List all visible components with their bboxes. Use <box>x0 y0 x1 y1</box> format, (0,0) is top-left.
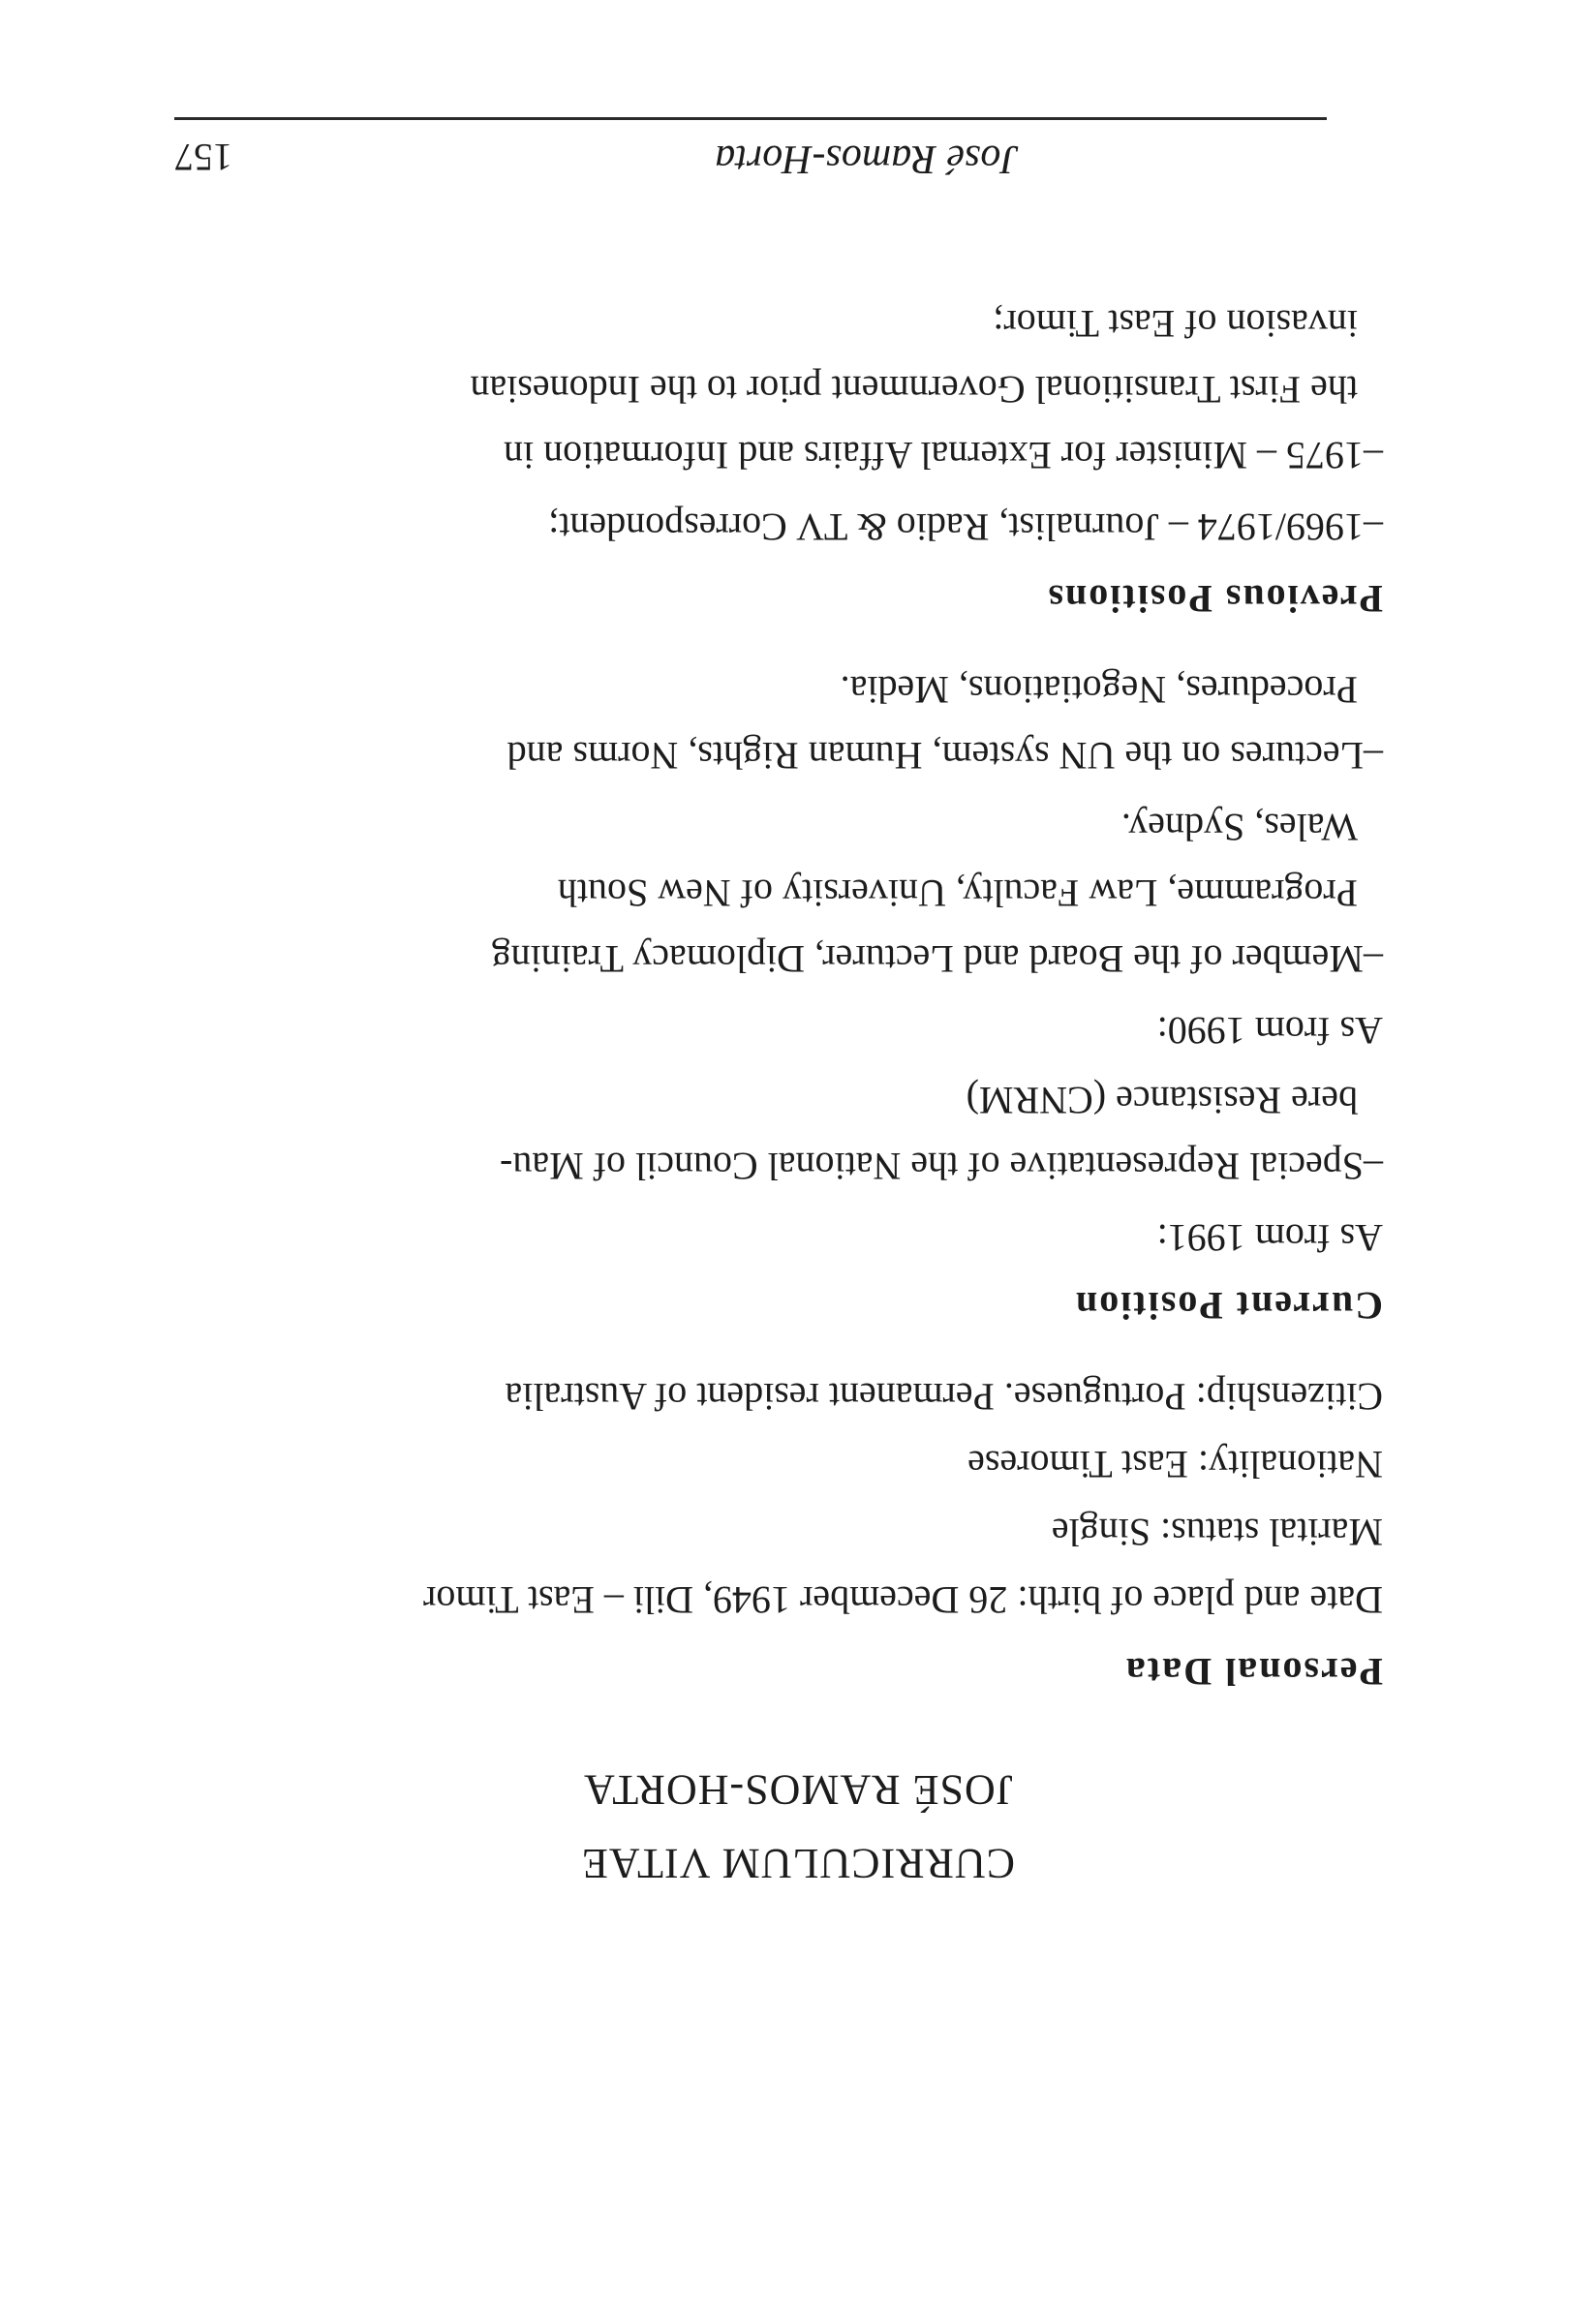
position-item-continuation: bere Resistance (CNRM) <box>966 1079 1358 1122</box>
position-item-continuation: Programme, Law Faculty, University of New South <box>557 872 1358 915</box>
position-item: –1969/1974 – Journalist, Radio & TV Correspondent; <box>548 505 1383 549</box>
citizenship: Citizenship: Portuguese. Permanent resident of Australia <box>505 1375 1383 1419</box>
position-item-continuation: invasion of East Timor; <box>993 302 1358 346</box>
position-item: –Lectures on the UN system, Human Rights, Norms and <box>506 734 1383 778</box>
marital-status: Marital status: Single <box>1051 1511 1383 1554</box>
birth-info: Date and place of birth: 26 December 1949, Dili – East Timor <box>423 1578 1383 1622</box>
nationality: Nationality: East Timorese <box>967 1443 1383 1486</box>
page-header <box>174 117 1327 194</box>
page-number: 157 <box>174 136 232 179</box>
running-head: José Ramos-Horta <box>715 137 1019 181</box>
date-label: As from 1991: <box>1156 1216 1383 1260</box>
date-label: As from 1990: <box>1156 1009 1383 1053</box>
position-item-continuation: the First Transitional Government prior to the Indonesian <box>470 368 1358 412</box>
position-item: –Special Representative of the National Council of Mau- <box>500 1145 1383 1188</box>
position-item-continuation: Wales, Sydney. <box>1120 806 1358 849</box>
position-item: –Member of the Board and Lecturer, Diplomacy Training <box>491 937 1383 981</box>
section-heading-personal-data: Personal Data <box>1123 1650 1383 1694</box>
position-item: –1975 – Minister for External Affairs and Information in <box>504 434 1383 477</box>
section-heading-current-position: Current Position <box>1073 1284 1383 1328</box>
section-heading-previous-positions: Previous Positions <box>1046 577 1383 621</box>
person-name: JOSÉ RAMOS-HORTA <box>583 1766 1013 1814</box>
document-title: CURRICULUM VITAE <box>581 1840 1016 1887</box>
position-item-continuation: Procedures, Negotiations, Media. <box>840 668 1358 712</box>
